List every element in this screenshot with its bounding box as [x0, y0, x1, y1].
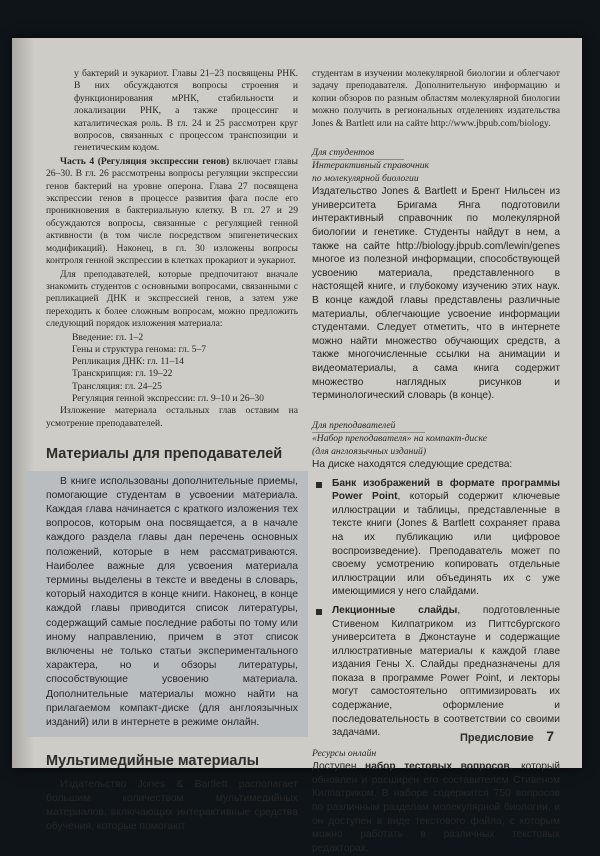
- teachers-subheading-1: «Набор преподавателя» на компакт-диске: [312, 433, 487, 445]
- book-page: [12, 38, 582, 854]
- bullet-square-icon: [316, 482, 322, 488]
- teachers-heading: Для преподавателей: [312, 420, 425, 433]
- running-title: Предисловие: [459, 732, 534, 744]
- students-heading: Для студентов: [312, 147, 404, 160]
- students-subheading-1: Интерактивный справочник: [312, 160, 430, 172]
- teachers-subheading-2: (для англоязычных изданий): [312, 445, 427, 457]
- list-item: Транскрипция: гл. 19–22: [72, 368, 173, 380]
- online-text: , который обновлен и расширен его составителем Стивеном Килпатриком. В наборе содержится 750 вопросов по различным разделам молекулярной биологии, и он доступен в виде текстового файла, с которым можно работать в различных текстовых редакторах.: [312, 761, 560, 854]
- disk-intro: На диске находятся следующие средства:: [312, 458, 513, 470]
- section-title-teacher-materials: Материалы для преподавателей: [46, 446, 283, 463]
- part4-text: включает главы 26–30. В гл. 26 рассмотрены вопросы регуляции экспрессии генов бактерий на уровне оперона. Глава 27 посвящена экспрессии генов в процессе развития фага после его проникновения в бактериальную клетку. В гл. 27 и 29 обсуждаются вопросы, связанные с регуляцией генной активности (в том числе посредством эпигенетических модификаций). Наконец, в гл. 30 изложены вопросы контроля генной экспрессии в клетках прокариот и эукариот.: [46, 155, 298, 267]
- part4-label: Часть 4 (Регуляция экспрессии генов): [60, 155, 230, 167]
- section-title-multimedia: Мультимедийные материалы: [46, 753, 260, 770]
- multimedia-body: Издательство Jones & Bartlett располагает большим количеством мультимедийных материалов, включающих интерактивные средства обучения, которые помогают: [46, 778, 298, 833]
- bullet-image-bank: [312, 477, 560, 599]
- list-item: Трансляция: гл. 24–25: [72, 380, 162, 392]
- bullet1-bold: Банк изображений в формате программы Power Point: [332, 477, 560, 503]
- online-heading: Ресурсы онлайн: [312, 747, 377, 759]
- left-top-paragraph: у бактерий и эукариот. Главы 21–23 посвящены РНК. В них обсуждаются вопросы строения и функционирования мРНК, стабильности и локализации РНК, а также процессинг и каталитическая роль. В гл. 24 и 25 рассмотрен круг вопросов, связанных с процессом транспозиции и генетическим кодом.: [74, 68, 298, 154]
- page-number: 7: [546, 728, 554, 744]
- online-pre: Доступен: [312, 761, 366, 773]
- bullet2-bold: Лекционные слайды: [332, 604, 458, 616]
- list-item: Введение: гл. 1–2: [72, 331, 144, 343]
- page-footer: [460, 728, 554, 746]
- teacher-materials-body: В книге использованы дополнительные приемы, помогающие студентам в усвоении материала. Каждая глава начинается с краткого изложения тех вопросов, которым она посвящается, а в начале каждого раздела главы дан перечень основных положений, которые в нем рассматриваются. Наиболее важные для усвоения материала термины выделены в тексте и введены в словарь, который находится в конце книги. Наконец, в конце каждой главы приводится список литературы, содержащий самые последние работы по тому или иному направлению, причем в этот список включены не только статьи экспериментального характера, но и обзоры литературы, способствующие усвоению материала. Дополнительные материалы можно найти на прилагаемом компакт-диске (для англоязычных изданий) или в интернете в режиме онлайн.: [46, 475, 298, 728]
- bullet-square-icon: [316, 609, 322, 615]
- teacher-materials-band: [26, 471, 308, 738]
- list-item: Регуляция генной экспрессии: гл. 9–10 и 26–30: [72, 393, 264, 405]
- chapter-order-list: [46, 332, 298, 406]
- online-paragraph: [312, 760, 560, 855]
- list-item: Гены и структура генома: гл. 5–7: [72, 343, 207, 355]
- toc-after-paragraph: Изложение материала остальных глав оставим на усмотрение преподавателей.: [46, 405, 298, 429]
- right-top-paragraph: студентам в изучении молекулярной биологии и облегчают задачу преподавателя. Дополнительную информацию и копии обзоров по разным областям молекулярной биологии можно получить в региональных отделениях издательства Jones & Bartlett или на сайте http://www.jbpub.com/biology.: [312, 68, 560, 129]
- part4-paragraph: [46, 156, 298, 268]
- bullet-lecture-slides: [312, 604, 560, 740]
- students-paragraph: Издательство Jones & Bartlett и Брент Нильсен из университета Бригама Янга подготовили интерактивный справочник по молекулярной биологии и генетике. Студенты найдут в нем, а также на сайте http://biology.jbpub.com/lewin/genes многое из полезной информации, способствующей усвоению материала, представленного в настоящей книге, и глубокому изучению этих наук. В конце каждой главы представлены различные материалы, облегчающие усвоение информации студентами. Следует отметить, что в интернете можно найти множество обучающих средств, а также многочисленные ссылки на анимации и видеоматериалы, а сама книга содержит множество наглядных рисунков и терминологический словарь (в конце).: [312, 186, 560, 402]
- teachers-order-paragraph: Для преподавателей, которые предпочитают вначале знакомить студентов с основными вопросами, связанными с репликацией ДНК и экспрессией генов, а затем уже переходить к более сложным вопросам, можно предложить следующий порядок изложения материала:: [46, 268, 298, 330]
- bullet1-text: , который содержит ключевые иллюстрации и таблицы, представленные в тексте книги (Jones & Bartlett сохраняет права на их публикацию или цифровое воспроизведение). Преподаватель может по своему усмотрению копировать отдельные иллюстрации или объединять их с уже имеющимися у него слайдами.: [332, 491, 560, 598]
- online-bold: набор тестовых вопросов: [365, 761, 510, 773]
- bullet2-text: , подготовленные Стивеном Килпатриком из Питтсбургского университета в Джонстауне и содержащие иллюстративные материалы к каждой главе издания Гены X. Слайды предназначены для показа в программе Power Point, и лекторы могут самостоятельно оптимизировать их содержание, оформление и последовательность в соответствии со своими задачами.: [332, 604, 560, 739]
- students-subheading-2: по молекулярной биологии: [312, 172, 419, 184]
- list-item: Репликация ДНК: гл. 11–14: [72, 356, 184, 368]
- left-column: [46, 68, 298, 835]
